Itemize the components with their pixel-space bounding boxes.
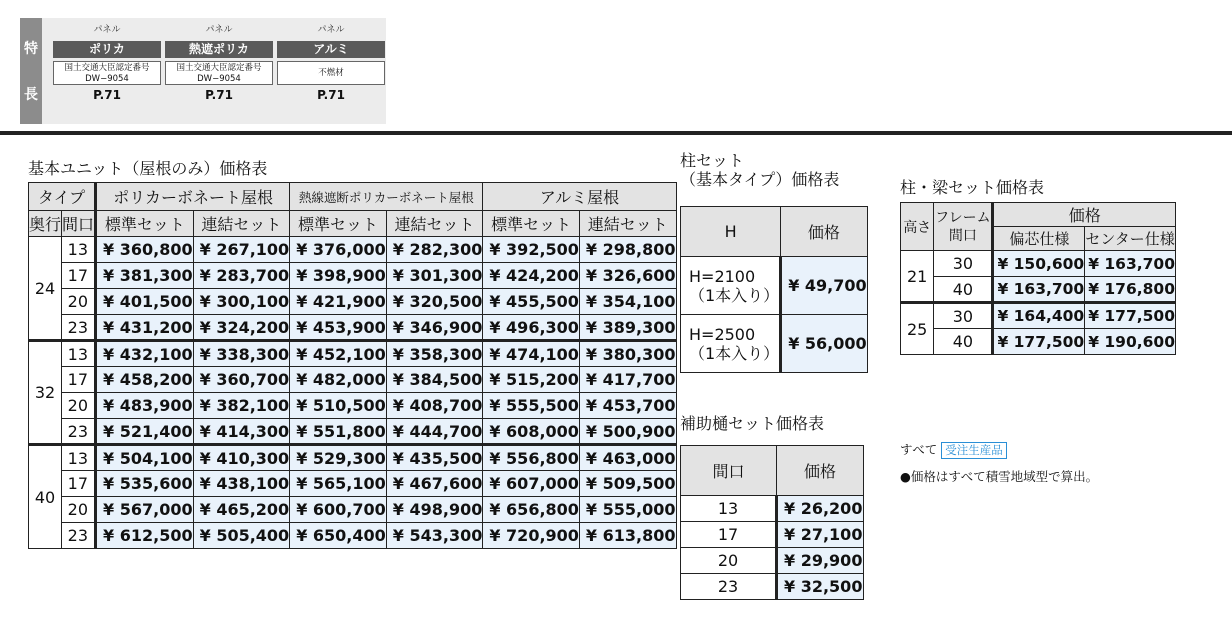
table-row: [901, 251, 1176, 277]
set-header: 標準セット: [483, 211, 580, 237]
feature-aluminum: [277, 18, 385, 102]
price-cell: ¥ 467,600: [386, 471, 483, 497]
gutter-width-cell: 23: [681, 574, 777, 600]
depth-cell: 40: [29, 445, 62, 549]
price-cell: ¥ 380,300: [579, 341, 676, 367]
price-cell: ¥ 483,900: [96, 393, 194, 419]
width-cell: 17: [62, 367, 96, 393]
width-cell: 20: [62, 393, 96, 419]
depth-header: 奥行: [29, 211, 62, 237]
price-cell: ¥ 417,700: [579, 367, 676, 393]
price-cell: ¥ 438,100: [193, 471, 290, 497]
set-header: 連結セット: [579, 211, 676, 237]
table-row: [29, 445, 677, 471]
main-price-table: [28, 182, 677, 549]
price-cell: ¥ 163,700: [1085, 251, 1176, 277]
column-table-title-line: （基本タイプ）価格表: [680, 170, 840, 189]
set-header: 標準セット: [290, 211, 387, 237]
feature-polycarbonate: [53, 18, 161, 102]
gutter-price-cell: ¥ 29,900: [777, 548, 864, 574]
height-cell: 25: [901, 303, 934, 355]
price-cell: ¥ 543,300: [386, 523, 483, 549]
eccentric-header: 偏芯仕様: [993, 227, 1085, 251]
feature-note: [53, 61, 161, 85]
price-cell: ¥ 463,000: [579, 445, 676, 471]
beam-price-table: [900, 202, 1176, 355]
width-cell: 13: [62, 341, 96, 367]
price-cell: ¥ 300,100: [193, 289, 290, 315]
set-header: 連結セット: [193, 211, 290, 237]
gutter-width-cell: 13: [681, 496, 777, 522]
width-cell: 17: [62, 263, 96, 289]
width-cell: 13: [62, 237, 96, 263]
price-cell: ¥ 444,700: [386, 419, 483, 445]
made-to-order-note: [900, 440, 1007, 459]
price-cell: ¥ 398,900: [290, 263, 387, 289]
price-cell: ¥ 600,700: [290, 497, 387, 523]
table-row: [29, 315, 677, 341]
price-cell: ¥ 382,100: [193, 393, 290, 419]
width-cell: 17: [62, 471, 96, 497]
price-cell: ¥ 424,200: [483, 263, 580, 289]
column-h-header: H: [681, 207, 781, 257]
column-table-title: [680, 151, 839, 189]
set-header: 標準セット: [96, 211, 194, 237]
price-cell: ¥ 163,700: [993, 277, 1085, 303]
price-cell: ¥ 453,700: [579, 393, 676, 419]
feature-page: P.71: [205, 88, 233, 102]
features-side-char: 長: [24, 87, 38, 103]
gutter-price-cell: ¥ 32,500: [777, 574, 864, 600]
price-cell: ¥ 498,900: [386, 497, 483, 523]
price-cell: ¥ 301,300: [386, 263, 483, 289]
price-cell: ¥ 535,600: [96, 471, 194, 497]
price-cell: ¥ 150,600: [993, 251, 1085, 277]
feature-kind: パネル: [317, 25, 345, 35]
price-cell: ¥ 410,300: [193, 445, 290, 471]
feature-note-line: DW−9054: [197, 73, 241, 84]
roof-group-header: 熱線遮断ポリカーボネート屋根: [290, 183, 483, 211]
features-side-char: 特: [24, 41, 38, 57]
note-prefix: すべて: [900, 442, 938, 457]
price-cell: ¥ 176,800: [1085, 277, 1176, 303]
column-label-line: （1本入り）: [689, 343, 780, 363]
gutter-width-cell: 17: [681, 522, 777, 548]
price-cell: ¥ 408,700: [386, 393, 483, 419]
feature-name: ポリカ: [53, 41, 161, 58]
width-cell: 23: [62, 315, 96, 341]
table-row: [901, 329, 1176, 355]
price-cell: ¥ 267,100: [193, 237, 290, 263]
price-cell: ¥ 555,500: [483, 393, 580, 419]
price-cell: ¥ 338,300: [193, 341, 290, 367]
price-cell: ¥ 376,000: [290, 237, 387, 263]
price-cell: ¥ 453,900: [290, 315, 387, 341]
made-to-order-badge: 受注生産品: [941, 442, 1007, 459]
feature-name: 熱遮ポリカ: [165, 41, 273, 58]
price-cell: ¥ 190,600: [1085, 329, 1176, 355]
price-cell: ¥ 452,100: [290, 341, 387, 367]
feature-name: アルミ: [277, 41, 385, 58]
feature-kind: パネル: [93, 25, 121, 35]
price-cell: ¥ 358,300: [386, 341, 483, 367]
price-cell: ¥ 384,500: [386, 367, 483, 393]
price-cell: ¥ 505,400: [193, 523, 290, 549]
section-divider: [0, 131, 1232, 135]
price-cell: ¥ 283,700: [193, 263, 290, 289]
price-cell: ¥ 177,500: [993, 329, 1085, 355]
type-header: タイプ: [29, 183, 96, 211]
table-row: [29, 419, 677, 445]
table-row: [29, 341, 677, 367]
price-cell: ¥ 164,400: [993, 303, 1085, 329]
price-cell: ¥ 555,000: [579, 497, 676, 523]
price-cell: ¥ 551,800: [290, 419, 387, 445]
height-header: 高さ: [901, 203, 934, 251]
column-table-title-line: 柱セット: [680, 151, 745, 170]
price-cell: ¥ 720,900: [483, 523, 580, 549]
price-cell: ¥ 529,300: [290, 445, 387, 471]
price-cell: ¥ 650,400: [290, 523, 387, 549]
frame-cell: 40: [934, 277, 993, 303]
price-cell: ¥ 496,300: [483, 315, 580, 341]
column-price-header: 価格: [781, 207, 867, 257]
column-label: [681, 257, 781, 315]
table-row: [901, 277, 1176, 303]
feature-heat-polycarbonate: [165, 18, 273, 102]
price-cell: ¥ 607,000: [483, 471, 580, 497]
feature-note-line: DW−9054: [85, 73, 129, 84]
roof-group-header: ポリカーボネート屋根: [96, 183, 290, 211]
width-cell: 20: [62, 497, 96, 523]
feature-note: [165, 61, 273, 85]
main-table-title: 基本ユニット（屋根のみ）価格表: [28, 159, 268, 178]
depth-cell: 32: [29, 341, 62, 445]
frame-cell: 30: [934, 303, 993, 329]
price-cell: ¥ 432,100: [96, 341, 194, 367]
feature-page: P.71: [93, 88, 121, 102]
table-row: [29, 237, 677, 263]
frame-cell: 30: [934, 251, 993, 277]
price-cell: ¥ 282,300: [386, 237, 483, 263]
table-row: [29, 263, 677, 289]
table-row: [29, 497, 677, 523]
gutter-table-title: 補助樋セット価格表: [680, 414, 825, 433]
table-row: [29, 289, 677, 315]
width-cell: 20: [62, 289, 96, 315]
table-row: [29, 367, 677, 393]
price-cell: ¥ 567,000: [96, 497, 194, 523]
price-cell: ¥ 414,300: [193, 419, 290, 445]
price-cell: ¥ 510,500: [290, 393, 387, 419]
price-cell: ¥ 500,900: [579, 419, 676, 445]
price-cell: ¥ 324,200: [193, 315, 290, 341]
table-row: [901, 303, 1176, 329]
price-header: 価格: [993, 203, 1176, 227]
table-row: [681, 522, 864, 548]
column-label-line: H=2500: [689, 324, 756, 344]
frame-header-line: フレーム: [935, 209, 991, 226]
price-cell: ¥ 455,500: [483, 289, 580, 315]
price-cell: ¥ 608,000: [483, 419, 580, 445]
column-label-line: H=2100: [689, 266, 756, 286]
price-cell: ¥ 298,800: [579, 237, 676, 263]
table-row: [681, 548, 864, 574]
frame-cell: 40: [934, 329, 993, 355]
price-cell: ¥ 360,800: [96, 237, 194, 263]
price-cell: ¥ 556,800: [483, 445, 580, 471]
center-header: センター仕様: [1085, 227, 1176, 251]
price-cell: ¥ 465,200: [193, 497, 290, 523]
price-cell: ¥ 613,800: [579, 523, 676, 549]
price-cell: ¥ 458,200: [96, 367, 194, 393]
width-cell: 13: [62, 445, 96, 471]
width-cell: 23: [62, 419, 96, 445]
gutter-price-cell: ¥ 27,100: [777, 522, 864, 548]
feature-page: P.71: [317, 88, 345, 102]
beam-table-title: 柱・梁セット価格表: [900, 178, 1045, 197]
features-side-label: [20, 18, 42, 124]
price-cell: ¥ 177,500: [1085, 303, 1176, 329]
table-row: [29, 393, 677, 419]
height-cell: 21: [901, 251, 934, 303]
column-price: ¥ 49,700: [781, 257, 867, 315]
price-cell: ¥ 431,200: [96, 315, 194, 341]
table-row: [29, 523, 677, 549]
table-row: [29, 471, 677, 497]
roof-group-header: アルミ屋根: [483, 183, 676, 211]
frame-header: [934, 203, 993, 251]
gutter-price-table: [680, 445, 864, 600]
gutter-width-header: 間口: [681, 446, 777, 496]
column-price-table: [680, 206, 868, 373]
price-cell: ¥ 326,600: [579, 263, 676, 289]
feature-note-line: 国土交通大臣認定番号: [176, 63, 262, 73]
price-cell: ¥ 565,100: [290, 471, 387, 497]
price-cell: ¥ 474,100: [483, 341, 580, 367]
feature-note-line: 不燃材: [318, 68, 344, 78]
table-row: [681, 496, 864, 522]
gutter-price-cell: ¥ 26,200: [777, 496, 864, 522]
price-cell: ¥ 521,400: [96, 419, 194, 445]
column-label-line: （1本入り）: [689, 285, 780, 305]
width-header: 間口: [62, 211, 96, 237]
table-row: [681, 574, 864, 600]
price-cell: ¥ 421,900: [290, 289, 387, 315]
price-cell: ¥ 354,100: [579, 289, 676, 315]
price-cell: ¥ 504,100: [96, 445, 194, 471]
price-cell: ¥ 381,300: [96, 263, 194, 289]
width-cell: 23: [62, 523, 96, 549]
price-cell: ¥ 401,500: [96, 289, 194, 315]
set-header: 連結セット: [386, 211, 483, 237]
price-cell: ¥ 392,500: [483, 237, 580, 263]
feature-note: [277, 61, 385, 85]
price-cell: ¥ 435,500: [386, 445, 483, 471]
gutter-width-cell: 20: [681, 548, 777, 574]
features-panel: [20, 18, 386, 124]
price-cell: ¥ 482,000: [290, 367, 387, 393]
price-cell: ¥ 656,800: [483, 497, 580, 523]
frame-header-line: 間口: [948, 227, 977, 244]
feature-kind: パネル: [205, 25, 233, 35]
price-cell: ¥ 509,500: [579, 471, 676, 497]
price-cell: ¥ 360,700: [193, 367, 290, 393]
column-price: ¥ 56,000: [781, 315, 867, 373]
price-cell: ¥ 346,900: [386, 315, 483, 341]
price-cell: ¥ 320,500: [386, 289, 483, 315]
column-label: [681, 315, 781, 373]
price-cell: ¥ 515,200: [483, 367, 580, 393]
depth-cell: 24: [29, 237, 62, 341]
gutter-price-header: 価格: [777, 446, 864, 496]
price-cell: ¥ 389,300: [579, 315, 676, 341]
price-cell: ¥ 612,500: [96, 523, 194, 549]
feature-note-line: 国土交通大臣認定番号: [64, 63, 150, 73]
snow-region-note: ●価格はすべて積雪地域型で算出。: [900, 469, 1099, 484]
